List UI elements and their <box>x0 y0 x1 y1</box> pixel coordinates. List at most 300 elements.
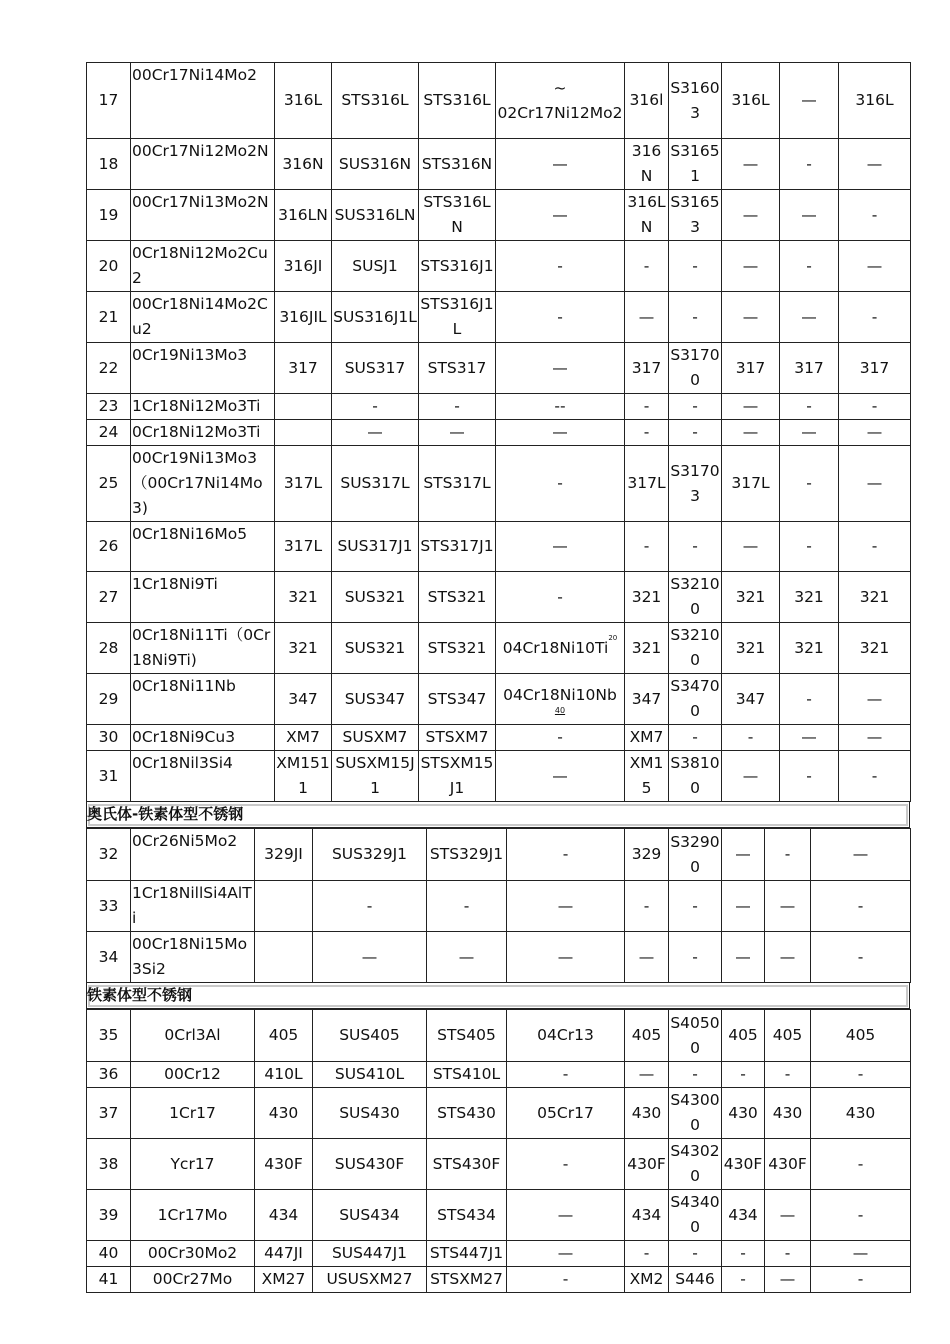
equivalent-grade-cell <box>255 881 313 932</box>
cell-value: SUS317L <box>340 474 410 492</box>
equivalent-grade-cell <box>780 725 839 751</box>
equivalent-grade-cell <box>625 1190 669 1241</box>
equivalent-grade-cell <box>507 1088 625 1139</box>
cell-value: 04Cr18Ni10Nb <box>503 686 617 704</box>
equivalent-grade-cell <box>669 1190 722 1241</box>
cell-value: - <box>692 537 698 555</box>
cell-value: — <box>552 205 568 224</box>
cell-value: 405 <box>772 1026 803 1044</box>
cell-value: — <box>557 1205 574 1224</box>
cell-value: 316L <box>731 91 770 109</box>
cell-value: — <box>361 947 378 966</box>
equivalent-grade-cell <box>332 674 419 725</box>
row-number-cell: 19 <box>87 190 131 241</box>
equivalent-grade-cell <box>313 1190 427 1241</box>
equivalent-grade-cell <box>722 572 780 623</box>
cell-value: S32100 <box>670 575 720 618</box>
row-number-cell: 31 <box>87 751 131 802</box>
equivalent-grade-cell <box>722 751 780 802</box>
equivalent-grade-cell <box>839 725 911 751</box>
cell-value: - <box>692 1065 698 1083</box>
cell-value: - <box>557 474 563 492</box>
grade-cell: 00Cr18Ni15Mo3Si2 <box>131 932 255 983</box>
cell-value: — <box>552 358 568 377</box>
equivalent-grade-cell <box>313 1010 427 1062</box>
equivalent-grade-cell <box>507 932 625 983</box>
cell-value: — <box>866 474 883 492</box>
equivalent-grade-cell <box>427 881 507 932</box>
table-row <box>87 1139 911 1190</box>
equivalent-grade-cell <box>625 881 669 932</box>
grade-cell: 0Cr19Ni13Mo3 <box>131 343 275 394</box>
footnote-mark: 20 <box>608 633 618 642</box>
cell-value: XM7 <box>286 728 320 746</box>
equivalent-grade-cell <box>722 829 765 881</box>
equivalent-grade-cell <box>496 343 625 394</box>
equivalent-grade-cell <box>625 1241 669 1267</box>
equivalent-grade-cell <box>275 446 332 522</box>
equivalent-grade-cell <box>625 623 669 674</box>
cell-value: SUS317J1 <box>337 537 413 555</box>
equivalent-grade-cell <box>625 1010 669 1062</box>
cell-value: STSXM27 <box>430 1270 503 1288</box>
equivalent-grade-cell <box>625 572 669 623</box>
equivalent-grade-cell <box>419 292 496 343</box>
cell-value: - <box>871 766 878 785</box>
equivalent-grade-cell <box>507 1139 625 1190</box>
equivalent-grade-cell <box>332 522 419 572</box>
equivalent-grade-cell <box>332 572 419 623</box>
equivalent-grade-cell <box>669 343 722 394</box>
equivalent-grade-cell <box>507 1267 625 1293</box>
equivalent-grade-cell <box>275 139 332 190</box>
equivalent-grade-cell <box>507 829 625 881</box>
equivalent-grade-cell <box>811 1267 911 1293</box>
equivalent-grade-cell <box>625 932 669 983</box>
row-number-cell: 36 <box>87 1062 131 1088</box>
cell-value: XM1511 <box>276 754 330 797</box>
equivalent-grade-cell <box>427 1010 507 1062</box>
table-row <box>87 829 911 881</box>
cell-value: 405 <box>268 1026 299 1044</box>
table-row <box>87 572 911 623</box>
equivalent-grade-cell <box>765 1190 811 1241</box>
cell-value: - <box>857 1270 864 1288</box>
equivalent-grade-cell <box>722 1088 765 1139</box>
steel-grade-table-ferritic <box>86 1009 911 1293</box>
cell-value: SUSXM7 <box>342 728 408 746</box>
cell-value: - <box>857 947 864 966</box>
equivalent-grade-cell <box>669 1062 722 1088</box>
equivalent-grade-cell <box>625 674 669 725</box>
equivalent-grade-cell <box>332 292 419 343</box>
equivalent-grade-cell <box>669 829 722 881</box>
cell-value: — <box>742 205 759 224</box>
equivalent-grade-cell <box>839 522 911 572</box>
cell-value: - <box>806 154 812 173</box>
cell-value: STS316J1 <box>420 256 494 275</box>
cell-value: 316LN <box>627 193 666 236</box>
equivalent-grade-cell <box>669 139 722 190</box>
cell-value: 317L <box>627 474 666 492</box>
cell-value: 321 <box>859 638 890 657</box>
equivalent-grade-cell <box>313 1267 427 1293</box>
cell-value: 321 <box>631 638 662 657</box>
cell-value: 317 <box>735 358 766 377</box>
equivalent-grade-cell <box>765 932 811 983</box>
cell-value: — <box>735 845 751 863</box>
equivalent-grade-cell <box>275 292 332 343</box>
equivalent-grade-cell <box>419 420 496 446</box>
cell-value: 321 <box>631 587 662 606</box>
grade-cell: 00Cr30Mo2 <box>131 1241 255 1267</box>
cell-value: S32100 <box>670 626 720 669</box>
cell-value: 405 <box>845 1026 876 1044</box>
cell-value: S31603 <box>670 78 720 122</box>
cell-value: - <box>643 423 650 441</box>
equivalent-grade-cell <box>275 190 332 241</box>
row-number-cell: 18 <box>87 139 131 190</box>
cell-value: 05Cr17 <box>537 1103 594 1122</box>
grade-cell: 0Crl3Al <box>131 1010 255 1062</box>
cell-value: STS321 <box>427 587 487 606</box>
equivalent-grade-cell <box>722 1241 765 1267</box>
equivalent-grade-cell <box>780 292 839 343</box>
equivalent-grade-cell <box>839 674 911 725</box>
equivalent-grade-cell <box>255 1139 313 1190</box>
equivalent-grade-cell <box>839 394 911 420</box>
cell-value: — <box>801 205 817 224</box>
cell-value: - <box>871 397 878 415</box>
cell-value: - <box>806 256 812 275</box>
equivalent-grade-cell <box>839 623 911 674</box>
cell-value: 321 <box>288 587 318 606</box>
cell-value: - <box>692 896 698 915</box>
cell-value: 04Cr18Ni10Ti <box>502 638 609 657</box>
equivalent-grade-cell <box>669 394 722 420</box>
cell-value: - <box>871 537 878 555</box>
cell-value: 447JI <box>264 1244 303 1262</box>
table-row <box>87 1241 911 1267</box>
equivalent-grade-cell <box>332 190 419 241</box>
equivalent-grade-cell <box>722 292 780 343</box>
cell-value: — <box>557 1244 574 1262</box>
equivalent-grade-cell <box>275 394 332 420</box>
table-row <box>87 1062 911 1088</box>
cell-value: 410L <box>264 1065 303 1083</box>
equivalent-grade-cell <box>839 190 911 241</box>
equivalent-grade-cell <box>780 394 839 420</box>
row-number-cell: 35 <box>87 1010 131 1062</box>
cell-value: - <box>557 728 563 746</box>
cell-value: 430 <box>772 1103 803 1122</box>
cell-value: - <box>747 728 754 746</box>
equivalent-grade-cell <box>839 446 911 522</box>
equivalent-grade-cell <box>275 241 332 292</box>
grade-cell: Ycr17 <box>131 1139 255 1190</box>
cell-value: 321 <box>794 638 824 657</box>
equivalent-grade-cell <box>722 522 780 572</box>
cell-value: 347 <box>288 689 318 708</box>
equivalent-grade-cell <box>419 190 496 241</box>
equivalent-grade-cell <box>332 751 419 802</box>
row-number-cell: 33 <box>87 881 131 932</box>
grade-cell: 0Cr18Ni12Mo2Cu2 <box>131 241 275 292</box>
equivalent-grade-cell <box>780 522 839 572</box>
cell-value: 316JIL <box>279 307 327 326</box>
table-row <box>87 420 911 446</box>
equivalent-grade-cell <box>811 881 911 932</box>
grade-cell: 0Cr18Ni16Mo5 <box>131 522 275 572</box>
cell-value: — <box>638 947 655 966</box>
table-row <box>87 674 911 725</box>
equivalent-grade-cell <box>669 725 722 751</box>
cell-value: S446 <box>675 1270 715 1288</box>
cell-value: — <box>866 689 883 708</box>
equivalent-grade-cell <box>669 241 722 292</box>
cell-value: - <box>557 587 563 606</box>
cell-value: — <box>801 728 817 746</box>
cell-value: XM15 <box>629 754 664 797</box>
cell-value: — <box>742 307 759 326</box>
cell-value: — <box>742 423 759 441</box>
equivalent-grade-cell <box>780 674 839 725</box>
table-row <box>87 292 911 343</box>
cell-value: S34700 <box>670 677 720 720</box>
equivalent-grade-cell <box>419 63 496 139</box>
cell-value: 04Cr13 <box>537 1026 594 1044</box>
steel-grade-table-duplex <box>86 828 911 983</box>
cell-value: — <box>552 154 568 173</box>
equivalent-grade-cell <box>255 1062 313 1088</box>
equivalent-grade-cell <box>722 190 780 241</box>
cell-value: STSXM7 <box>425 728 489 746</box>
cell-value: XM2 <box>629 1270 664 1288</box>
cell-value: - <box>562 1154 569 1173</box>
equivalent-grade-cell <box>275 343 332 394</box>
equivalent-grade-cell <box>419 623 496 674</box>
cell-value: STS329J1 <box>429 845 504 863</box>
cell-value: 434 <box>268 1205 299 1224</box>
equivalent-grade-cell <box>811 932 911 983</box>
row-number-cell: 17 <box>87 63 131 139</box>
cell-value: 316N <box>282 154 324 173</box>
equivalent-grade-cell <box>839 139 911 190</box>
grade-cell: 0Cr26Ni5Mo2 <box>131 829 255 881</box>
equivalent-grade-cell <box>496 522 625 572</box>
equivalent-grade-cell <box>722 139 780 190</box>
cell-value: — <box>638 307 655 326</box>
cell-value: - <box>692 307 698 326</box>
equivalent-grade-cell <box>669 881 722 932</box>
row-number-cell: 20 <box>87 241 131 292</box>
cell-value: 316N <box>631 142 662 185</box>
equivalent-grade-cell <box>427 932 507 983</box>
equivalent-grade-cell <box>625 190 669 241</box>
equivalent-grade-cell <box>669 674 722 725</box>
cell-value: - <box>643 1244 650 1262</box>
equivalent-grade-cell <box>427 1267 507 1293</box>
footnote-mark: 40 <box>554 706 566 715</box>
equivalent-grade-cell <box>625 446 669 522</box>
row-number-cell: 39 <box>87 1190 131 1241</box>
row-number-cell: 21 <box>87 292 131 343</box>
grade-cell: 1Cr17 <box>131 1088 255 1139</box>
equivalent-grade-cell <box>669 1139 722 1190</box>
cell-value: - <box>692 728 698 746</box>
equivalent-grade-cell <box>765 829 811 881</box>
equivalent-grade-cell <box>811 1062 911 1088</box>
cell-value: - <box>784 1244 791 1262</box>
row-number-cell: 29 <box>87 674 131 725</box>
equivalent-grade-cell <box>496 446 625 522</box>
equivalent-grade-cell <box>275 725 332 751</box>
grade-cell: 0Cr18Nil3Si4 <box>131 751 275 802</box>
cell-value: 317L <box>283 474 323 492</box>
table-row <box>87 881 911 932</box>
cell-value: - <box>463 896 470 915</box>
cell-value: STSXM15J1 <box>420 754 494 797</box>
equivalent-grade-cell <box>669 751 722 802</box>
cell-value: 316LN <box>278 205 328 224</box>
cell-value: — <box>779 1205 796 1224</box>
row-number-cell: 34 <box>87 932 131 983</box>
equivalent-grade-cell <box>419 343 496 394</box>
cell-value: 430F <box>768 1154 807 1173</box>
cell-value: - <box>871 307 878 326</box>
grade-cell: 00Cr17Ni14Mo2 <box>131 63 275 139</box>
grade-cell: 0Cr18Ni12Mo3Ti <box>131 420 275 446</box>
equivalent-grade-cell <box>313 829 427 881</box>
cell-value: SUS316N <box>338 154 412 173</box>
equivalent-grade-cell <box>419 725 496 751</box>
equivalent-grade-cell <box>332 623 419 674</box>
equivalent-grade-cell <box>839 420 911 446</box>
cell-value: - <box>454 397 460 415</box>
cell-value: 321 <box>735 638 766 657</box>
equivalent-grade-cell <box>625 241 669 292</box>
cell-value: STS347 <box>427 689 487 708</box>
cell-value: 405 <box>728 1026 758 1044</box>
equivalent-grade-cell <box>625 1062 669 1088</box>
table-row <box>87 932 911 983</box>
cell-value: - <box>806 397 812 415</box>
equivalent-grade-cell <box>780 420 839 446</box>
equivalent-grade-cell <box>313 881 427 932</box>
cell-value: — <box>801 423 817 441</box>
equivalent-grade-cell <box>625 751 669 802</box>
equivalent-grade-cell <box>255 1088 313 1139</box>
equivalent-grade-cell <box>765 1062 811 1088</box>
equivalent-grade-cell <box>275 623 332 674</box>
cell-value: - <box>806 537 812 555</box>
equivalent-grade-cell <box>427 1190 507 1241</box>
equivalent-grade-cell <box>255 829 313 881</box>
cell-value: — <box>779 1270 796 1288</box>
equivalent-grade-cell <box>722 1062 765 1088</box>
equivalent-grade-cell <box>765 1241 811 1267</box>
equivalent-grade-cell <box>811 1010 911 1062</box>
cell-value: 316L <box>855 91 894 109</box>
cell-value: - <box>740 1270 746 1288</box>
cell-value: — <box>552 766 568 785</box>
cell-value: SUS405 <box>339 1026 400 1044</box>
section-heading-ferritic: 铁素体型不锈钢 <box>86 983 910 1009</box>
row-number-cell: 25 <box>87 446 131 522</box>
cell-value: - <box>692 397 698 415</box>
equivalent-grade-cell <box>496 420 625 446</box>
cell-value: — <box>638 1065 655 1083</box>
table-row <box>87 1267 911 1293</box>
cell-value: S40500 <box>670 1013 720 1057</box>
equivalent-grade-cell <box>275 674 332 725</box>
equivalent-grade-cell <box>722 241 780 292</box>
cell-value: - <box>784 845 791 863</box>
equivalent-grade-cell <box>780 623 839 674</box>
cell-value: — <box>557 947 574 966</box>
cell-value: STS434 <box>437 1205 496 1224</box>
cell-value: — <box>735 896 751 915</box>
cell-value: - <box>562 1065 569 1083</box>
equivalent-grade-cell <box>332 446 419 522</box>
cell-value: 317 <box>631 358 662 377</box>
equivalent-grade-cell <box>669 292 722 343</box>
grade-cell: 1Cr17Mo <box>131 1190 255 1241</box>
cell-value: 430F <box>264 1154 303 1173</box>
equivalent-grade-cell <box>722 1267 765 1293</box>
equivalent-grade-cell <box>722 420 780 446</box>
row-number-cell: 24 <box>87 420 131 446</box>
row-number-cell: 37 <box>87 1088 131 1139</box>
cell-value: -- <box>554 397 566 415</box>
table-row <box>87 1088 911 1139</box>
cell-value: 316JI <box>283 256 323 275</box>
equivalent-grade-cell <box>722 63 780 139</box>
cell-value: — <box>552 537 568 555</box>
equivalent-grade-cell <box>496 572 625 623</box>
table-row <box>87 343 911 394</box>
cell-value: - <box>871 205 878 224</box>
cell-value: - <box>692 256 698 275</box>
equivalent-grade-cell <box>811 1088 911 1139</box>
equivalent-grade-cell <box>255 1190 313 1241</box>
cell-value: - <box>692 1244 698 1262</box>
cell-value: — <box>779 947 796 966</box>
equivalent-grade-cell <box>811 829 911 881</box>
cell-value: SUSXM15J1 <box>335 754 415 797</box>
cell-value: STS317 <box>427 358 487 377</box>
cell-value: - <box>372 397 378 415</box>
cell-value: - <box>562 845 569 863</box>
cell-value: SUS410L <box>334 1065 405 1083</box>
grade-cell: 00Cr27Mo <box>131 1267 255 1293</box>
equivalent-grade-cell <box>275 63 332 139</box>
equivalent-grade-cell <box>839 751 911 802</box>
cell-value: XM27 <box>261 1270 306 1288</box>
equivalent-grade-cell <box>669 1241 722 1267</box>
equivalent-grade-cell <box>669 1267 722 1293</box>
cell-value: — <box>779 896 796 915</box>
cell-value: - <box>784 1065 791 1083</box>
grade-cell: 1Cr18NillSi4AlTi <box>131 881 255 932</box>
cell-value: STS321 <box>427 638 487 657</box>
equivalent-grade-cell <box>496 394 625 420</box>
equivalent-grade-cell <box>507 1241 625 1267</box>
equivalent-grade-cell <box>722 1190 765 1241</box>
equivalent-grade-cell <box>496 63 625 139</box>
equivalent-grade-cell <box>332 420 419 446</box>
cell-value: USUSXM27 <box>326 1270 413 1288</box>
